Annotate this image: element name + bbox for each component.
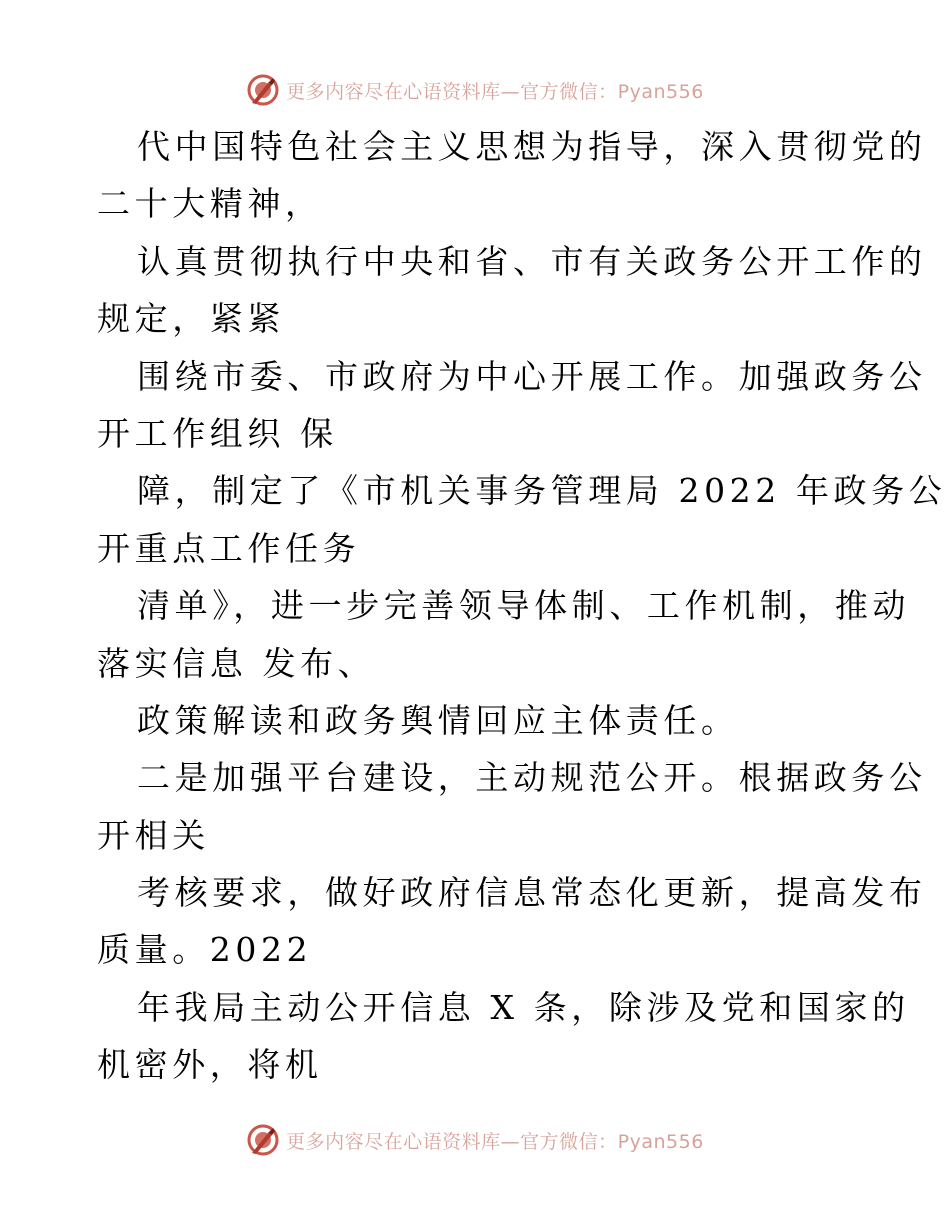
text-line: 清单》，进一步完善领导体制、工作机制，推动 <box>137 586 911 626</box>
text-line: 开相关 <box>97 815 210 855</box>
text-line: 机密外，将机 <box>97 1045 323 1085</box>
text-line: 规定，紧紧 <box>97 299 285 339</box>
text-line: 考核要求，做好政府信息常态化更新，提高发布 <box>137 873 927 913</box>
text-line: 代中国特色社会主义思想为指导，深入贯彻党的 <box>137 127 927 166</box>
text-line: 质量。2022 <box>97 930 313 970</box>
text-line: 二十大精神， <box>97 184 323 224</box>
footer-watermark <box>0 1120 950 1160</box>
text-line: 认真贯彻执行中央和省、市有关政务公开工作的 <box>137 241 927 281</box>
text-line: 二是加强平台建设，主动规范公开。根据政务公 <box>137 758 927 798</box>
text-line: 落实信息 发布、 <box>97 643 376 683</box>
document-body <box>97 118 947 1094</box>
text-line: 年我局主动公开信息 X 条，除涉及党和国家的 <box>137 987 910 1027</box>
text-line: 政策解读和政务舆情回应主体责任。 <box>137 700 739 740</box>
watermark-group <box>246 1123 704 1157</box>
header-watermark <box>0 70 950 110</box>
text-line: 开重点工作任务 <box>97 528 361 568</box>
watermark-group <box>246 73 704 107</box>
text-line: 障，制定了《市机关事务管理局 2022 年政务公 <box>137 471 947 511</box>
watermark-text: 更多内容尽在心语资料库—官方微信：Pyan556 <box>286 1130 704 1153</box>
text-line: 围绕市委、市政府为中心开展工作。加强政务公 <box>137 356 927 396</box>
pen-seal-logo-icon <box>246 73 280 107</box>
pen-seal-logo-icon <box>246 1123 280 1157</box>
text-line: 开工作组织 保 <box>97 413 338 453</box>
watermark-text: 更多内容尽在心语资料库—官方微信：Pyan556 <box>286 80 704 103</box>
